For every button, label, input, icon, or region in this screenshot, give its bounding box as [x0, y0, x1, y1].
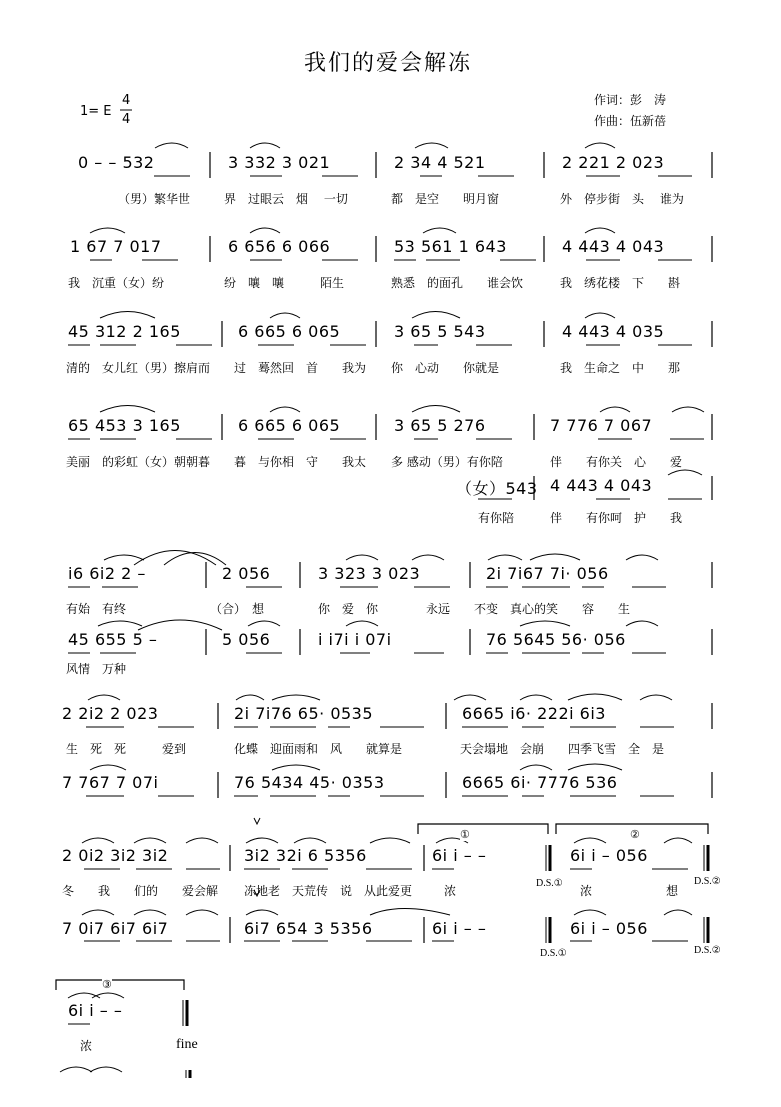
composer-credit: 作曲：伍新蓓 [594, 114, 667, 128]
notation-measure: 2 056 [222, 564, 271, 583]
breath-marks [254, 818, 260, 896]
beam-underlines [68, 176, 704, 1024]
lyric-segment: 有你陪 [478, 511, 515, 525]
dal-segno-label: D.S.① [540, 948, 567, 959]
notation-measure: 6i i – 056 [570, 919, 648, 938]
notation-measure: 5 056 [222, 630, 271, 649]
notation-measure: 6 665 6 065 [238, 322, 341, 341]
volta-number: ③ [102, 979, 112, 991]
notation-measure: i6 6i2 2 – [68, 564, 146, 583]
notation-measure: 3i2 32i 6 5356 [244, 846, 367, 865]
lyric-segment: 你 爱 你 [318, 602, 379, 616]
lyric-segment: 伴 有你呵 护 我 [550, 511, 683, 525]
lyricist-credit: 作词：彭 涛 [594, 93, 667, 107]
notation-measure: 65 453 3 165 [68, 416, 181, 435]
lyric-segment: 化蝶 迎面雨和 风 就算是 [234, 742, 403, 756]
lyric-segment: 美丽 的彩虹（女）朝朝暮 [66, 455, 211, 469]
lyric-segment: 纷 嚷 嚷 陌生 [224, 276, 345, 290]
notation-measure: 6 665 6 065 [238, 416, 341, 435]
lyric-segment: （男）繁华世 [118, 192, 191, 206]
notation-measure: 4 443 4 035 [562, 322, 665, 341]
lyric-segment: 我 生命之 中 那 [560, 361, 681, 375]
lyric-segment: 浓 [444, 884, 457, 898]
time-signature-top: 4 [122, 93, 131, 108]
lyric-segment: 我 绣花楼 下 斟 [560, 276, 681, 290]
lyric-segment: 想 [666, 884, 679, 898]
key-signature: 1= E [80, 104, 112, 119]
notation-measure: 7 767 7 07i [62, 773, 159, 792]
notation-measure: i i7i i 07i [318, 630, 392, 649]
lyric-segment: 界 过眼云 烟 一切 [224, 192, 348, 206]
notation-measure: 4 443 4 043 [562, 237, 665, 256]
notation-measure: 53 561 1 643 [394, 237, 507, 256]
slurs [60, 143, 704, 1072]
volta-brackets [56, 824, 708, 990]
lyric-segment: 生 死 死 爱到 [66, 742, 187, 756]
notation-measure: （女）543 [456, 479, 538, 498]
notation-measure: 2 2i2 2 023 [62, 704, 159, 723]
lyric-segment: 暮 与你相 守 我太 [234, 455, 367, 469]
notation-measure: 45 655 5 – [68, 630, 158, 649]
notation-measure: 7 0i7 6i7 6i7 [62, 919, 169, 938]
notation-measure: 6i7 654 3 5356 [244, 919, 373, 938]
notation-measure: 76 5645 56· 056 [486, 630, 626, 649]
lyric-segment: 天会塌地 会崩 四季飞雪 全 是 [460, 742, 665, 756]
lyric-segment: 过 蓦然回 首 我为 [234, 361, 367, 375]
lyric-segment: 伴 有你关 心 爱 [550, 455, 683, 469]
notation-measure: 2i 7i76 65· 0535 [234, 704, 374, 723]
lyric-segment: （合） 想 [210, 602, 265, 616]
lyric-segment: 有始 有终 [66, 602, 127, 616]
notation-measure: 7 776 7 067 [550, 416, 653, 435]
notation-measure: 6665 i6· 222i 6i3 [462, 704, 606, 723]
notation-measure: 6 656 6 066 [228, 237, 331, 256]
notation-measure: 3 323 3 023 [318, 564, 421, 583]
lyric-segment: 永远 不变 真心的笑 容 生 [426, 602, 631, 616]
lyric-segment: 浓 [80, 1039, 93, 1053]
notation-measure: 3 65 5 276 [394, 416, 486, 435]
lyric-segment: 熟悉 的面孔 谁会饮 [391, 276, 524, 290]
notation-measure: 6i i – – [432, 919, 487, 938]
dal-segno-label: D.S.① [536, 878, 563, 889]
lyric-segment: 多 感动（男）有你陪 [391, 455, 503, 469]
notation-measure: 6i i – – [432, 846, 487, 865]
notation-measure: 2 221 2 023 [562, 153, 665, 172]
notation-measure: 2 34 4 521 [394, 153, 486, 172]
notation-measure: 3 65 5 543 [394, 322, 486, 341]
notation-measure: 6665 6i· 7776 536 [462, 773, 618, 792]
notation-measure: 1 67 7 017 [70, 237, 162, 256]
volta-number: ② [630, 829, 640, 841]
lyric-segment: 冻地老 天荒传 说 从此爱更 [244, 884, 413, 898]
dal-segno-label: D.S.② [694, 876, 721, 887]
notation-measure: 4 443 4 043 [550, 476, 653, 495]
lyric-segment: 风情 万种 [66, 662, 127, 676]
notation-measure: 3 332 3 021 [228, 153, 331, 172]
song-title: 我们的爱会解冻 [304, 51, 473, 76]
notation-measure: 76 5434 45· 0353 [234, 773, 385, 792]
lyric-segment: 冬 我 们的 爱会解 [62, 884, 219, 898]
fine-mark: fine [176, 1037, 198, 1052]
notation-measure: 6i i – 056 [570, 846, 648, 865]
lyric-segment: 你 心动 你就是 [391, 361, 500, 375]
notation-measure: 2 0i2 3i2 3i2 [62, 846, 169, 865]
volta-number: ① [460, 829, 470, 841]
lyric-segment: 清的 女儿红（男）擦肩而 [66, 361, 211, 375]
lyric-segment: 浓 [580, 884, 593, 898]
notation-measure: 2i 7i67 7i· 056 [486, 564, 609, 583]
time-signature-bottom: 4 [122, 112, 131, 127]
lyric-segment: 都 是空 明月窗 [391, 192, 500, 206]
lyric-segment: 我 沉重（女）纷 [68, 276, 165, 290]
notation-measure: 0 – – 532 [78, 153, 155, 172]
notation-measure: 6i i – – [68, 1001, 123, 1020]
dal-segno-label: D.S.② [694, 945, 721, 956]
notation-measure: 45 312 2 165 [68, 322, 181, 341]
lyric-segment: 外 停步街 头 谁为 [560, 192, 684, 206]
double-bar-lines [183, 845, 708, 1078]
